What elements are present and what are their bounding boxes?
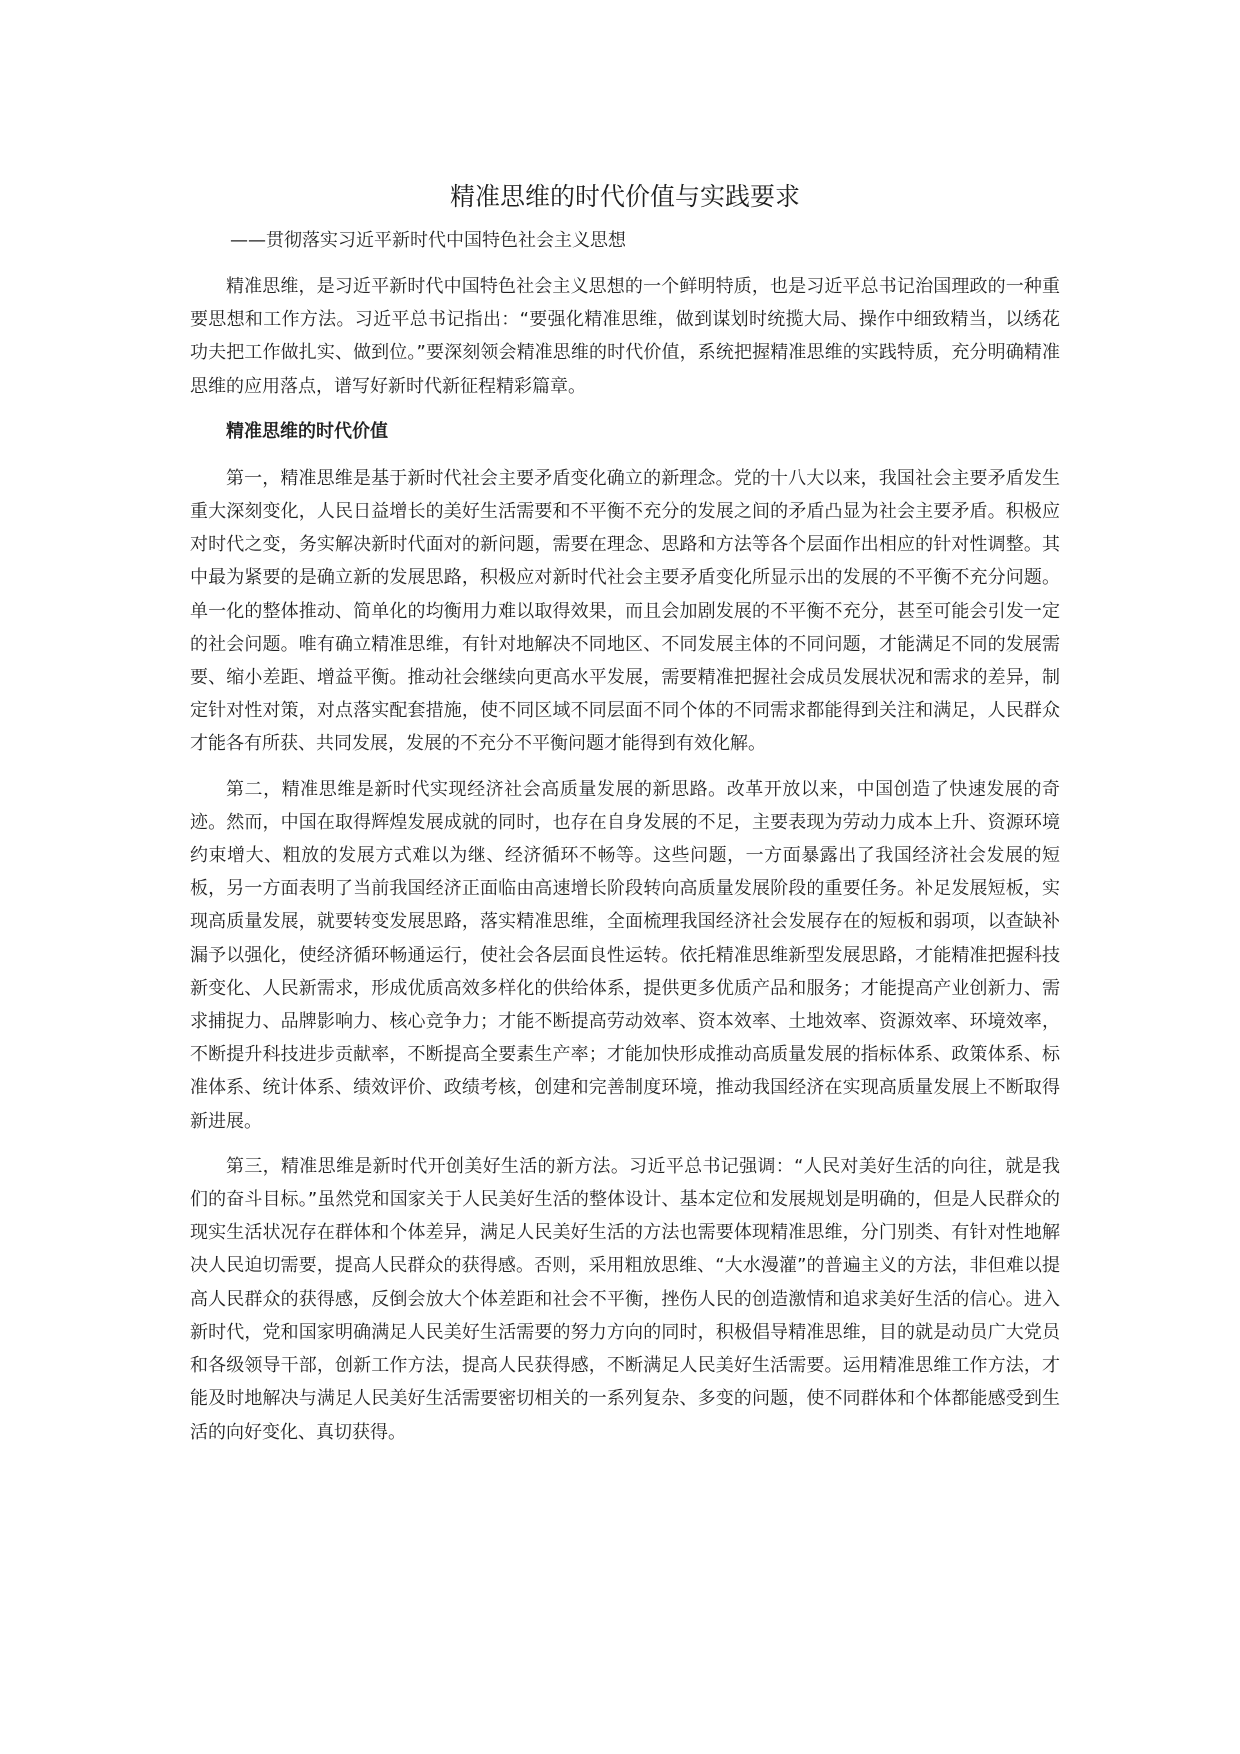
document-title: 精准思维的时代价值与实践要求 <box>449 182 800 211</box>
body-paragraph-2: 第二，精准思维是新时代实现经济社会高质量发展的新思路。改革开放以来，中国创造了快速发展的奇迹。然而，中国在取得辉煌发展成就的同时，也存在自身发展的不足，主要表现为劳动力成本上升、资源环境约束增大、粗放的发展方式难以为继、经济循环不畅等。这些问题，一方面暴露出了我国经济社会发展的短板，另一方面表明了当前我国经济正面临由高速增长阶段转向高质量发展阶段的重要任务。补足发展短板，实现高质量发展，就要转变发展思路，落实精准思维，全面梳理我国经济社会发展存在的短板和弱项，以查缺补漏予以强化，使经济循环畅通运行，使社会各层面良性运转。依托精准思维新型发展思路，才能精准把握科技新变化、人民新需求，形成优质高效多样化的供给体系，提供更多优质产品和服务；才能提高产业创新力、需求捕捉力、品牌影响力、核心竞争力；才能不断提高劳动效率、资本效率、土地效率、资源效率、环境效率，不断提升科技进步贡献率，不断提高全要素生产率；才能加快形成推动高质量发展的指标体系、政策体系、标准体系、统计体系、绩效评价、政绩考核，创建和完善制度环境，推动我国经济在实现高质量发展上不断取得新进展。 <box>190 778 1060 1132</box>
document-subtitle: ——贯彻落实习近平新时代中国特色社会主义思想 <box>230 230 626 251</box>
body-paragraph-3: 第三，精准思维是新时代开创美好生活的新方法。习近平总书记强调：“人民对美好生活的向往，就是我们的奋斗目标。”虽然党和国家关于人民美好生活的整体设计、基本定位和发展规划是明确的，但是人民群众的现实生活状况存在群体和个体差异，满足人民美好生活的方法也需要体现精准思维，分门别类、有针对性地解决人民迫切需要，提高人民群众的获得感。否则，采用粗放思维、“大水漫灌”的普遍主义的方法，非但难以提高人民群众的获得感，反倒会放大个体差距和社会不平衡，挫伤人民的创造激情和追求美好生活的信心。进入新时代，党和国家明确满足人民美好生活需要的努力方向的同时，积极倡导精准思维，目的就是动员广大党员和各级领导干部，创新工作方法，提高人民获得感，不断满足人民美好生活需要。运用精准思维工作方法，才能及时地解决与满足人民美好生活需要密切相关的一系列复杂、多变的问题，使不同群体和个体都能感受到生活的向好变化、真切获得。 <box>190 1155 1060 1443</box>
document-page <box>190 178 1060 1461</box>
body-paragraph-1: 第一，精准思维是基于新时代社会主要矛盾变化确立的新理念。党的十八大以来，我国社会主要矛盾发生重大深刻变化，人民日益增长的美好生活需要和不平衡不充分的发展之间的矛盾凸显为社会主要矛盾。积极应对时代之变，务实解决新时代面对的新问题，需要在理念、思路和方法等各个层面作出相应的针对性调整。其中最为紧要的是确立新的发展思路，积极应对新时代社会主要矛盾变化所显示出的发展的不平衡不充分问题。单一化的整体推动、简单化的均衡用力难以取得效果，而且会加剧发展的不平衡不充分，甚至可能会引发一定的社会问题。唯有确立精准思维，有针对地解决不同地区、不同发展主体的不同问题，才能满足不同的发展需要、缩小差距、增益平衡。推动社会继续向更高水平发展，需要精准把握社会成员发展状况和需求的差异，制定针对性对策，对点落实配套措施，使不同区域不同层面不同个体的不同需求都能得到关注和满足，人民群众才能各有所获、共同发展，发展的不充分不平衡问题才能得到有效化解。 <box>190 467 1060 755</box>
intro-paragraph: 精准思维，是习近平新时代中国特色社会主义思想的一个鲜明特质，也是习近平总书记治国理政的一种重要思想和工作方法。习近平总书记指出：“要强化精准思维，做到谋划时统揽大局、操作中细致精当，以绣花功夫把工作做扎实、做到位。”要深刻领会精准思维的时代价值，系统把握精准思维的实践特质，充分明确精准思维的应用落点，谱写好新时代新征程精彩篇章。 <box>190 276 1060 397</box>
section-heading: 精准思维的时代价值 <box>226 420 388 442</box>
